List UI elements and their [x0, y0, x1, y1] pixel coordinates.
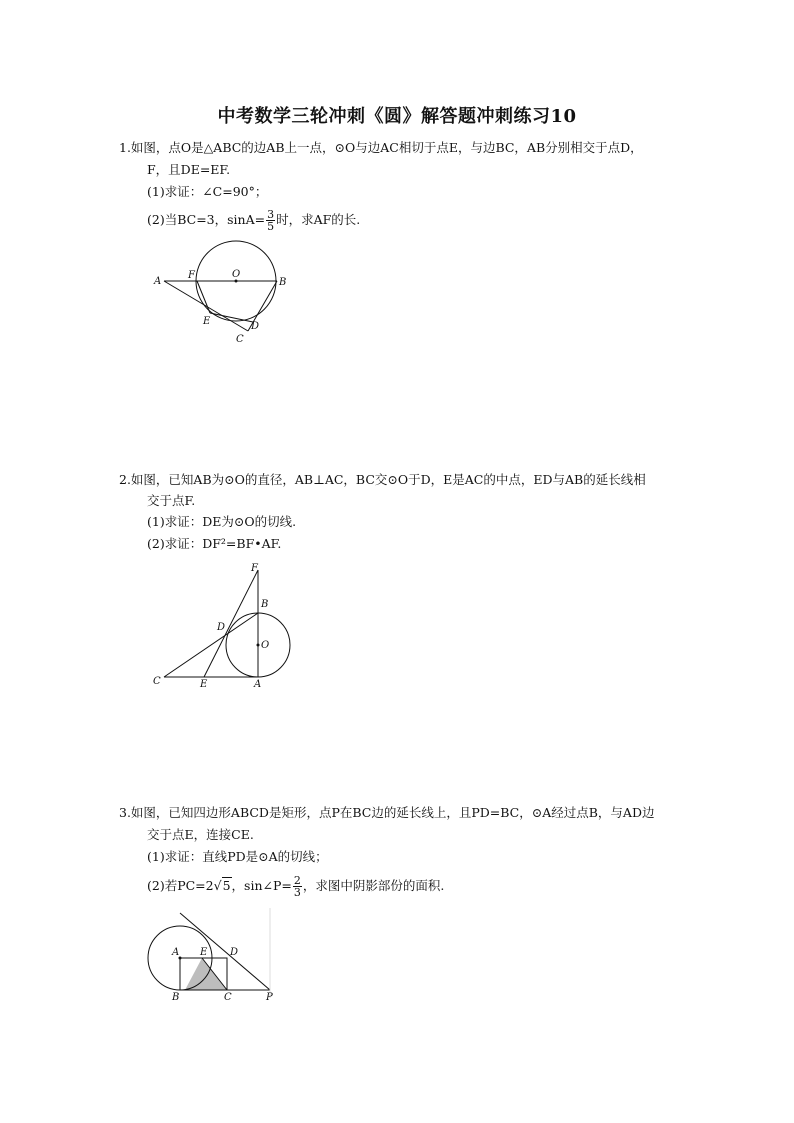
q3-label-D: D [230, 947, 239, 958]
q2-line2: 交于点F. [147, 493, 196, 508]
q3-label-P: P [266, 992, 273, 1003]
q1-label-F: F [188, 270, 195, 281]
q1-label-B: B [279, 277, 287, 288]
q1-frac-den: 5 [267, 220, 275, 233]
q3-line2: 交于点E，连接CE. [147, 827, 254, 842]
q2-label-A: A [254, 679, 262, 690]
q1-part1: (1)求证：∠C=90°； [147, 184, 268, 199]
q1-part2 [147, 209, 360, 232]
q2-label-E: E [200, 679, 208, 690]
q2-label-D: D [217, 622, 226, 633]
q1-part2-post: 时，求AF的长. [276, 212, 361, 227]
q1-label-C: C [236, 334, 244, 345]
q1-label-A: A [154, 276, 162, 287]
q1-frac-num: 3 [267, 208, 275, 221]
q3-label-E: E [200, 947, 208, 958]
q2-figure [150, 560, 310, 695]
q3-part2-mid: ，sin∠P= [231, 878, 292, 893]
q3-frac-den: 3 [293, 886, 301, 899]
page-title: 中考数学三轮冲刺《圆》解答题冲刺练习10 [217, 106, 577, 127]
q3-sqrt-radicand: 5 [222, 878, 231, 893]
q2-label-B: B [261, 599, 269, 610]
q1-line1: 1.如图，点O是△ABC的边AB上一点，⊙O与边AC相切于点E，与边BC，AB分别相交于点D， [119, 140, 643, 155]
q3-fraction [293, 875, 302, 898]
q1-fraction [266, 209, 275, 232]
q3-part1: (1)求证：直线PD是⊙A的切线； [147, 849, 328, 864]
q3-label-A: A [172, 947, 180, 958]
q3-sqrt: √5 [213, 878, 231, 893]
q3-label-C: C [224, 992, 232, 1003]
q3-part2-post: ，求图中阴影部份的面积. [302, 878, 445, 893]
q1-line2: F，且DE=EF. [147, 162, 231, 177]
q1-label-O: O [232, 269, 241, 280]
q2-label-C: C [153, 676, 161, 687]
q2-line1: 2.如图，已知AB为⊙O的直径，AB⊥AC，BC交⊙O于D，E是AC的中点，ED与AB的延长线相 [119, 472, 646, 487]
q3-line1: 3.如图，已知四边形ABCD是矩形，点P在BC边的延长线上，且PD=BC，⊙A经过点B，与AD边 [119, 805, 655, 820]
q3-frac-num: 2 [293, 874, 301, 887]
q2-label-F: F [251, 563, 258, 574]
q3-label-B: B [172, 992, 180, 1003]
q1-figure [150, 238, 300, 348]
q2-part2: (2)求证：DF²=BF•AF. [147, 536, 282, 551]
q2-part1: (1)求证：DE为⊙O的切线. [147, 514, 297, 529]
q1-label-D: D [251, 321, 260, 332]
q3-part2 [147, 875, 444, 898]
q3-figure [142, 908, 292, 1008]
q1-part2-pre: (2)当BC=3，sinA= [147, 212, 266, 227]
q3-part2-pre: (2)若PC=2 [147, 878, 214, 893]
q2-label-O: O [261, 640, 270, 651]
q1-label-E: E [203, 316, 211, 327]
